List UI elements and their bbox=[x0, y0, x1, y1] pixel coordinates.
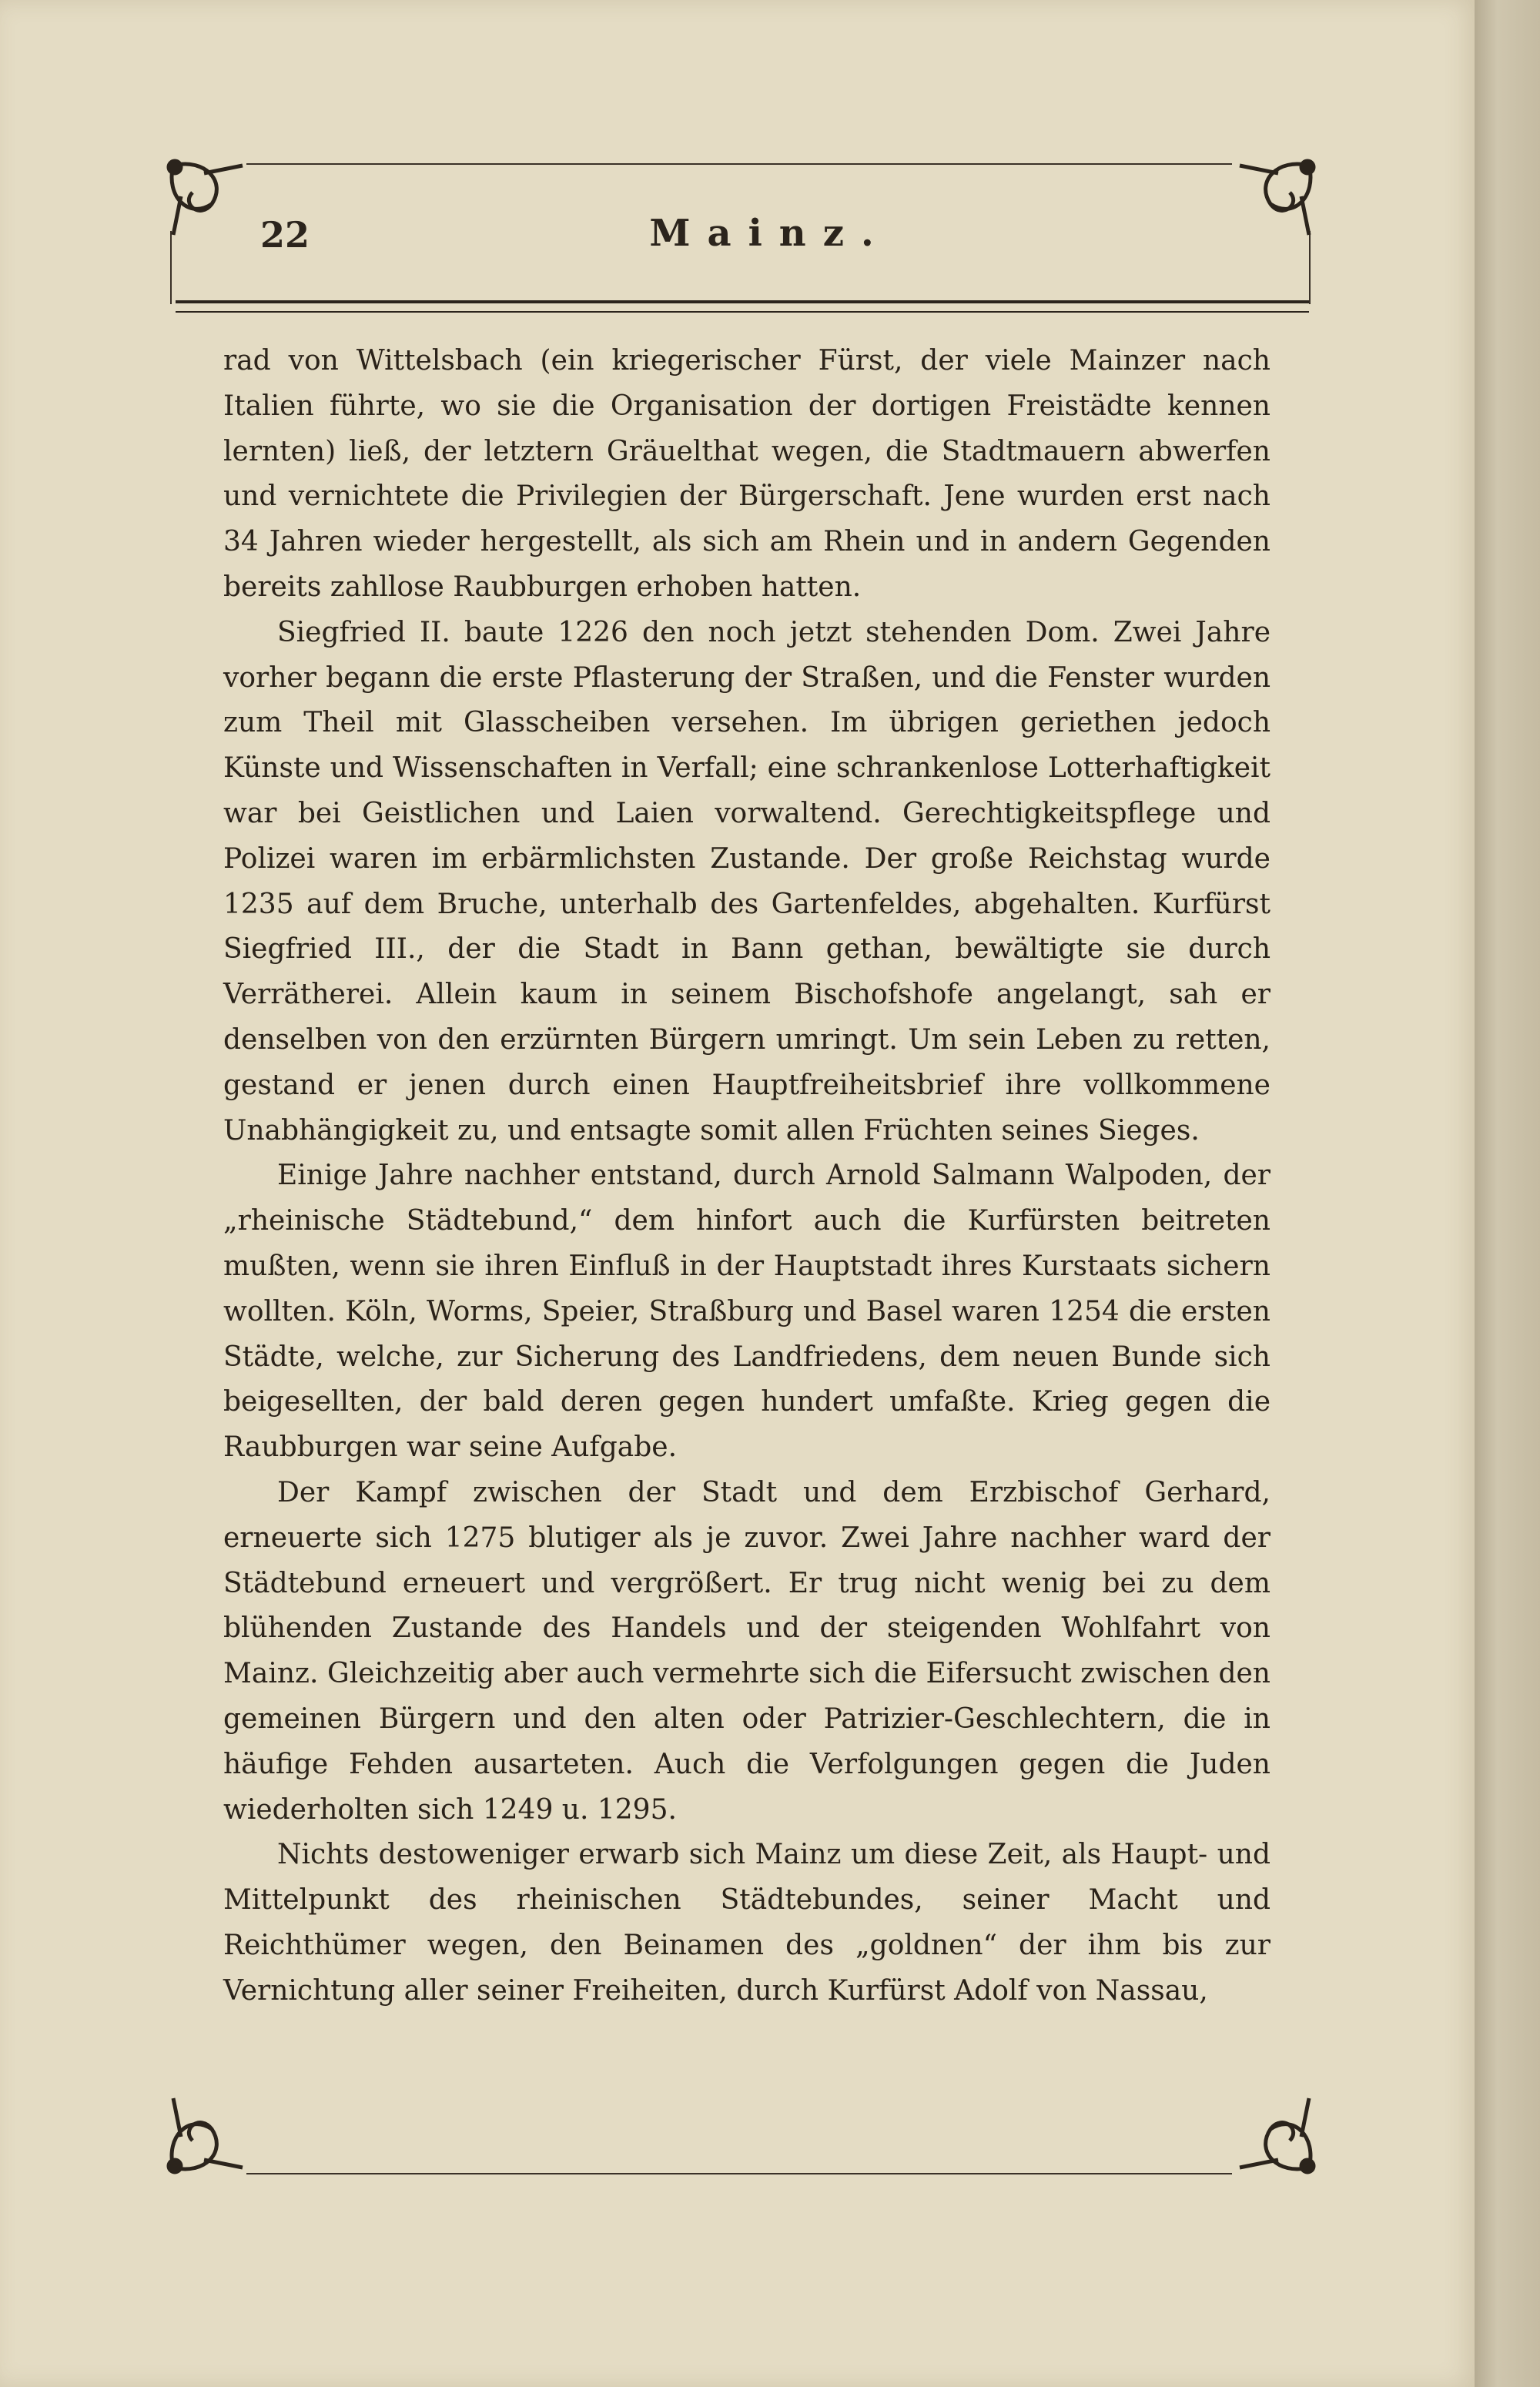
running-title: Mainz. bbox=[649, 212, 891, 255]
header-double-rule bbox=[176, 300, 1309, 313]
frame-bottom-rule bbox=[246, 2173, 1232, 2174]
page-number: 22 bbox=[260, 214, 310, 256]
corner-ornament-icon bbox=[1224, 150, 1324, 250]
body-text bbox=[223, 339, 1270, 2014]
corner-ornament-icon bbox=[1224, 2083, 1324, 2183]
paragraph: Der Kampf zwischen der Stadt und dem Erzbischof Gerhard, erneuerte sich 1275 blutiger als je zuvor. Zwei Jahre nachher ward der Städtebund erneuert und vergrößert. Er trug nicht wenig bei zu dem blühenden Zustande des Handels und der steigenden Wohlfahrt von Mainz. Gleichzeitig aber auch vermehrte sich die Eifersucht zwischen den gemeinen Bürgern und den alten oder Patrizier-Geschlechtern, die in häufige Fehden ausarteten. Auch die Verfolgungen gegen die Juden wiederholten sich 1249 u. 1295. bbox=[223, 1476, 1270, 1826]
corner-ornament-icon bbox=[158, 2083, 258, 2183]
frame-top-rule bbox=[246, 163, 1232, 165]
paragraph: Siegfried II. baute 1226 den noch jetzt stehenden Dom. Zwei Jahre vorher begann die erste Pflasterung der Straßen, und die Fenster wurden zum Theil mit Glasscheiben versehen. Im übrigen geriethen jedoch Künste und Wissenschaften in Verfall; eine schrankenlose Lotterhaftigkeit war bei Geistlichen und Laien vorwaltend. Gerechtigkeitspflege und Polizei waren im erbärmlichsten Zustande. Der große Reichstag wurde 1235 auf dem Bruche, unterhalb des Gartenfeldes, abgehalten. Kurfürst Siegfried III., der die Stadt in Bann gethan, bewältigte sie durch Verrätherei. Allein kaum in seinem Bischofshofe angelangt, sah er denselben von den erzürnten Bürgern umringt. Um sein Leben zu retten, gestand er jenen durch einen Hauptfreiheitsbrief ihre vollkommene Unabhängigkeit zu, und entsagte somit allen Früchten seines Sieges. bbox=[223, 616, 1270, 1147]
paragraph: Einige Jahre nachher entstand, durch Arnold Salmann Walpoden, der „rheinische Städtebund,“ dem hinfort auch die Kurfürsten beitreten mußten, wenn sie ihren Einfluß in der Hauptstadt ihres Kurstaats sichern wollten. Köln, Worms, Speier, Straßburg und Basel waren 1254 die ersten Städte, welche, zur Sicherung des Landfriedens, dem neuen Bunde sich beigesellten, der bald deren gegen hundert umfaßte. Krieg gegen die Raubburgen war seine Aufgabe. bbox=[223, 1160, 1270, 1464]
corner-ornament-icon bbox=[158, 150, 258, 250]
paragraph: Nichts destoweniger erwarb sich Mainz um diese Zeit, als Haupt- und Mittelpunkt des rheinischen Städtebundes, seiner Macht und Reichthümer wegen, den Beinamen des „goldnen“ der ihm bis zur Vernichtung aller seiner Freiheiten, durch Kurfürst Adolf von Nassau, bbox=[223, 1839, 1270, 2007]
paragraph: rad von Wittelsbach (ein kriegerischer Fürst, der viele Mainzer nach Italien führte, wo sie die Organisation der dortigen Freistädte kennen lernten) ließ, der letztern Gräuelthat wegen, die Stadtmauern abwerfen und vernichtete die Privilegien der Bürgerschaft. Jene wurden erst nach 34 Jahren wieder hergestellt, als sich am Rhein und in andern Gegenden bereits zahllose Raubburgen erhoben hatten. bbox=[223, 345, 1270, 603]
page-edge bbox=[1475, 0, 1540, 2387]
